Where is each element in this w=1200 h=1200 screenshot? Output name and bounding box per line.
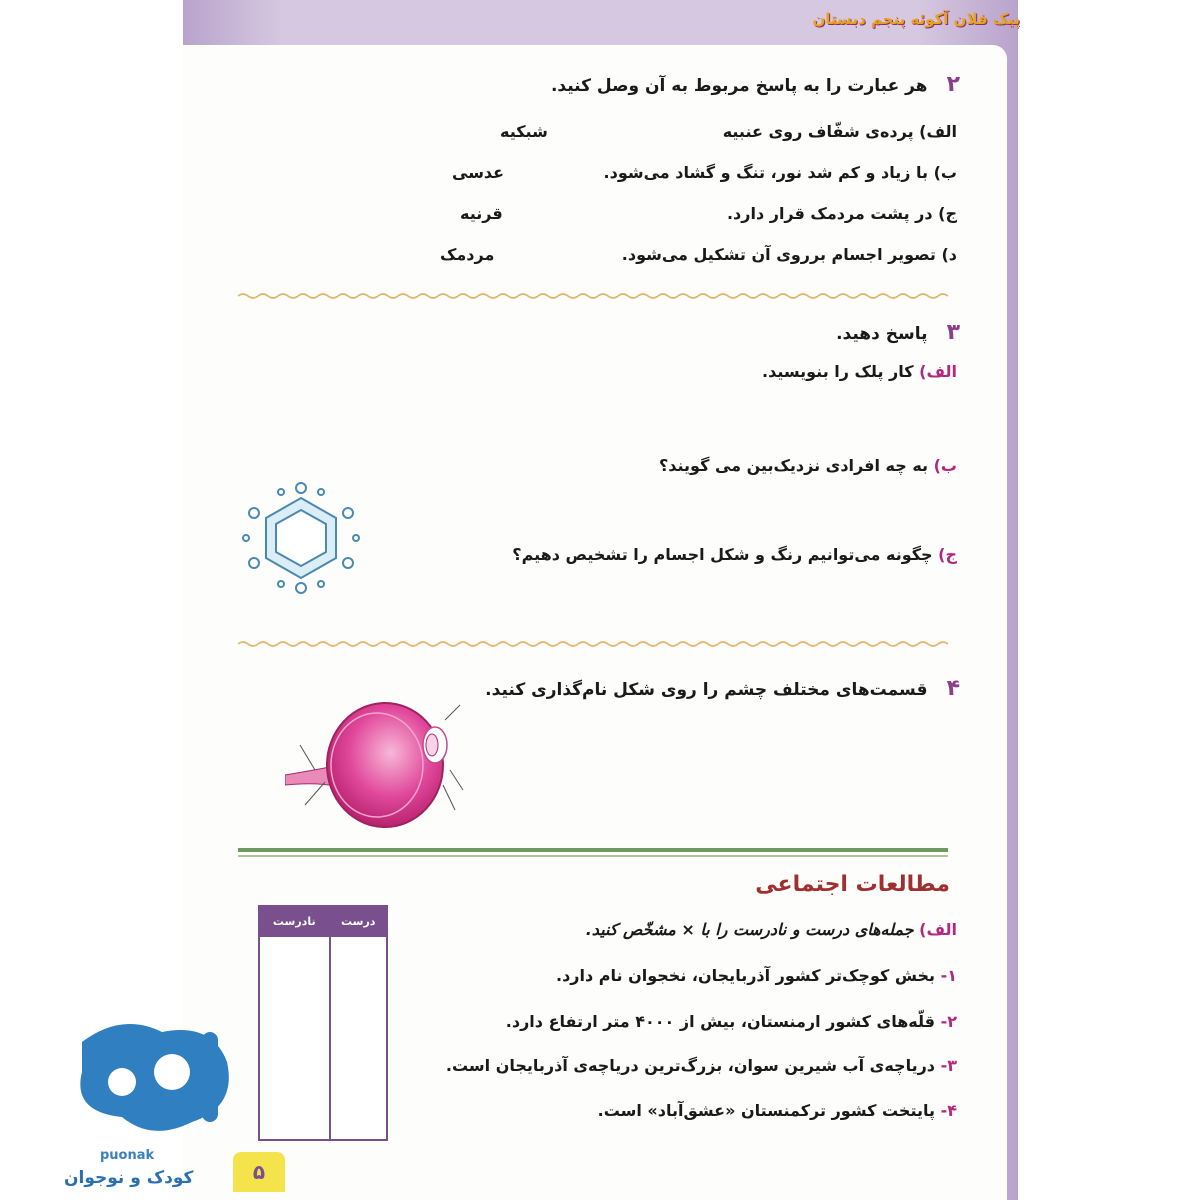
table-header-true: درست [330, 906, 388, 936]
wavy-divider-2 [238, 640, 948, 648]
q3-part-a [762, 362, 957, 381]
q4-number: ۴ [946, 676, 960, 701]
wavy-divider-1 [238, 292, 948, 300]
q3-number: ۳ [946, 320, 960, 345]
social-item-4-num: ۴- [940, 1101, 957, 1120]
header-title: پیک فلان آکوئه پنجم دبستان [812, 10, 1020, 28]
q3-part-b-label: ب) [933, 456, 957, 475]
social-item-2-num: ۲- [940, 1012, 957, 1031]
social-item-2-text: قلّه‌های کشور ارمنستان، بیش از ۴۰۰۰ متر ارتفاع دارد. [505, 1012, 936, 1031]
social-item-4 [598, 1101, 957, 1120]
q2-item-4: د) تصویر اجسام برروی آن تشکیل می‌شود. [621, 245, 957, 264]
eye-diagram [285, 690, 465, 830]
table-header-false: نادرست [259, 906, 330, 936]
true-false-table [258, 905, 388, 1141]
logo-brand: puonak [100, 1148, 155, 1163]
social-instruction-label: الف) [919, 920, 957, 939]
true-column-cell[interactable] [330, 936, 388, 1140]
q2-answer-3: قرنیه [460, 204, 503, 223]
social-instruction [586, 920, 957, 939]
social-item-1-text: بخش کوچک‌تر کشور آذربایجان، نخجوان نام دارد. [556, 966, 936, 985]
q2-answer-4: مردمک [440, 245, 495, 264]
q2-answer-2: عدسی [452, 163, 505, 182]
q3-part-c [512, 545, 957, 564]
social-item-1 [556, 966, 957, 985]
q3-part-c-text: چگونه می‌توانیم رنگ و شکل اجسام را تشخیص دهیم؟ [512, 545, 933, 564]
social-item-3-text: دریاچه‌ی آب شیرین سوان، بزرگ‌ترین دریاچه‌ی آذربایجان است. [445, 1056, 936, 1075]
logo-tagline: کودک و نوجوان [64, 1168, 194, 1188]
q3-title: پاسخ دهید. [836, 324, 928, 344]
q2-item-2: ب) با زیاد و کم شد نور، تنگ و گشاد می‌شود. [603, 163, 957, 182]
q4-title: قسمت‌های مختلف چشم را روی شکل نام‌گذاری کنید. [485, 680, 928, 700]
false-column-cell[interactable] [259, 936, 330, 1140]
puonak-logo-icon [62, 1012, 242, 1152]
q3-part-b [659, 456, 957, 475]
social-item-1-num: ۱- [940, 966, 957, 985]
q2-title: هر عبارت را به پاسخ مربوط به آن وصل کنید. [550, 76, 928, 96]
q3-part-c-label: ج) [938, 545, 957, 564]
q3-heading [360, 320, 960, 345]
social-instruction-text: جمله‌های درست و نادرست را با × مشخّص کنید. [585, 920, 914, 939]
ornament-icon [236, 478, 366, 598]
q3-part-a-label: الف) [919, 362, 957, 381]
section-divider-thin [238, 855, 948, 857]
q3-part-a-text: کار پلک را بنویسید. [762, 362, 914, 381]
q3-part-b-text: به چه افرادی نزدیک‌بین می گویند؟ [658, 456, 929, 475]
social-item-4-text: پایتخت کشور ترکمنستان «عشق‌آباد» است. [597, 1101, 936, 1120]
q2-answer-1: شبکیه [500, 122, 548, 141]
social-item-3 [446, 1056, 957, 1075]
q2-number: ۲ [946, 72, 960, 97]
section-divider [238, 848, 948, 852]
social-item-3-num: ۳- [940, 1056, 957, 1075]
social-item-2 [506, 1012, 957, 1031]
page-number: ۵ [233, 1152, 285, 1192]
q2-item-1: الف) پرده‌ی شفّاف روی عنبیه [722, 122, 957, 141]
q2-item-3: ج) در پشت مردمک قرار دارد. [726, 204, 957, 223]
social-title: مطالعات اجتماعی [755, 872, 950, 897]
q2-heading [360, 72, 960, 97]
